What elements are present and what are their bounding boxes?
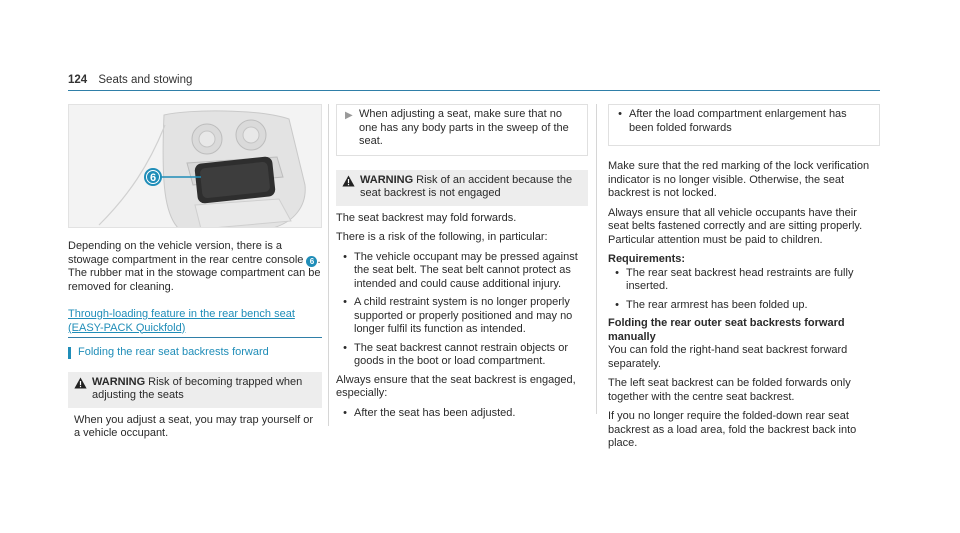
warning-body: When you adjust a seat, you may trap yourself or a vehicle occupant. <box>74 413 314 439</box>
warning-text: Risk of an accident because the seat backrest is not engaged <box>360 173 573 199</box>
warning-label: WARNING <box>360 173 414 186</box>
warning-triangle-icon <box>342 174 360 201</box>
subheading-bar <box>68 347 71 359</box>
through-loading-link[interactable] <box>68 308 322 335</box>
requirements-heading: Requirements: <box>608 253 686 265</box>
list-item: • After the seat has been adjusted. <box>343 406 516 419</box>
column-divider-2 <box>596 104 597 414</box>
section-title: Seats and stowing <box>98 74 193 86</box>
warning-box-trapped <box>68 372 322 408</box>
header-rule <box>68 90 880 91</box>
list-item: • After the load compartment enlargement has been folded forwards <box>618 108 847 134</box>
column-1 <box>68 104 322 447</box>
list-item: • A child restraint system is no longer properly supported or properly positioned and may no longer fulfil its function as intended. <box>343 296 573 335</box>
intro-text-2: . The rubber mat in the stowage compartment can be removed for cleaning. <box>68 253 321 293</box>
continued-bullet-box <box>608 104 880 146</box>
column-3 <box>608 104 880 457</box>
folding-subheading <box>68 346 322 360</box>
step-text: When adjusting a seat, make sure that no one has any body parts in the sweep of the seat. <box>359 108 569 147</box>
link-line-2[interactable]: (EASY-PACK Quickfold) <box>68 321 186 334</box>
risk-list <box>336 251 588 369</box>
lock-indicator-text: Make sure that the red marking of the lock verification indicator is no longer visible. Otherwise, the seat backrest is not locked. <box>608 160 870 199</box>
list-item: • The rear seat backrest head restraints are fully inserted. <box>615 266 854 292</box>
step-box <box>336 104 588 156</box>
column-divider-1 <box>328 104 329 426</box>
intro-paragraph <box>68 240 322 294</box>
backrest-fold-text: The seat backrest may fold forwards. <box>336 211 517 224</box>
warning-text: Risk of becoming trapped when adjusting the seats <box>92 375 303 401</box>
fold-back-text: If you no longer require the folded-down rear seat backrest as a load area, fold the backrest back into place. <box>608 410 857 449</box>
callout-6-badge: 6 <box>306 256 317 267</box>
manual-fold-heading: Folding the rear outer seat backrests forward manually <box>608 317 845 343</box>
link-rule <box>68 337 322 338</box>
left-backrest-text: The left seat backrest can be folded forwards only together with the centre seat backrest. <box>608 377 851 403</box>
intro-text-1: Depending on the vehicle version, there is a stowage compartment in the rear centre console <box>68 240 304 266</box>
warning-box-accident <box>336 170 588 206</box>
page-header <box>68 74 192 86</box>
seat-belts-text: Always ensure that all vehicle occupants have their seat belts fastened correctly and are sitting properly. Particular attention must be paid to children. <box>608 206 863 246</box>
list-item: • The seat backrest cannot restrain objects or goods in the boot or load compartment. <box>343 341 568 367</box>
list-item: • The vehicle occupant may be pressed against the seat belt. The seat belt cannot protect as intended and could cause additional injury. <box>343 250 578 290</box>
link-line-1[interactable]: Through-loading feature in the rear bench seat <box>68 308 295 320</box>
warning-label: WARNING <box>92 375 146 388</box>
risk-intro-text: There is a risk of the following, in particular: <box>336 231 548 243</box>
right-backrest-text: You can fold the right-hand seat backrest forward separately. <box>608 344 848 370</box>
page-number: 124 <box>68 74 88 86</box>
list-item: • The rear armrest has been folded up. <box>615 298 808 311</box>
warning-triangle-icon <box>74 376 92 403</box>
engaged-list <box>336 407 588 421</box>
figure-callout-6: 6 <box>149 172 157 184</box>
subheading-text: Folding the rear seat backrests forward <box>78 346 269 358</box>
step-arrow-icon: ▶ <box>345 110 353 121</box>
column-2 <box>336 104 588 425</box>
requirements-list <box>608 267 880 313</box>
ensure-engaged-text: Always ensure that the seat backrest is engaged, especially: <box>336 373 576 399</box>
console-illustration <box>68 104 322 228</box>
